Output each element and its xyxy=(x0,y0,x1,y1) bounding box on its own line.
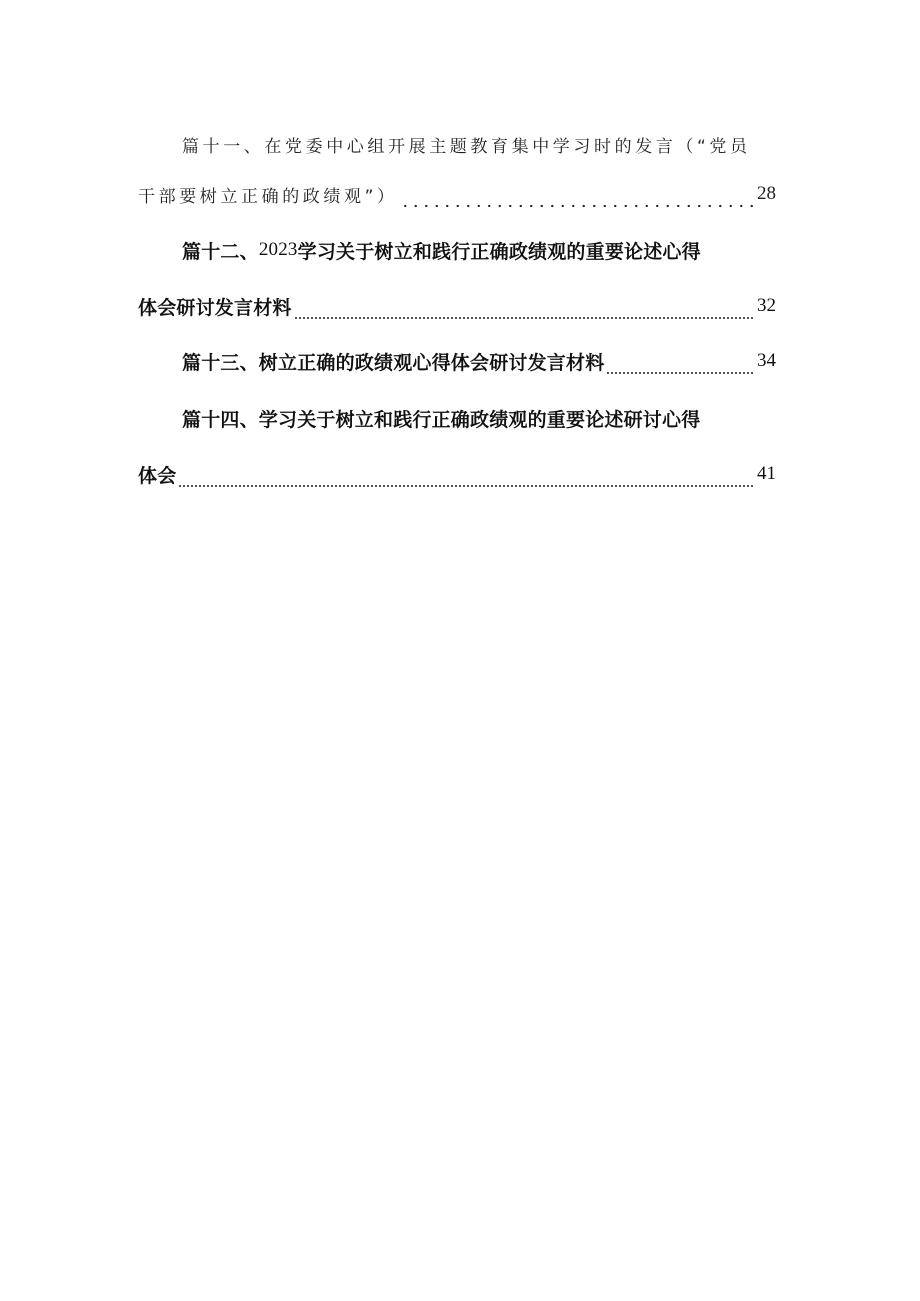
toc-entry-14-title-part-2: 体会 xyxy=(138,464,177,487)
toc-entry-12-title-part-2: 体会研讨发言材料 xyxy=(138,296,292,319)
toc-entry-12-line-2[interactable] xyxy=(138,288,776,324)
toc-entry-12-title-part-1: 学习关于树立和践行正确政绩观的重要论述心得 xyxy=(297,240,701,263)
toc-entry-11-title-part-2: 干部要树立正确的政绩观”） xyxy=(138,186,398,207)
toc-entry-14-line-1[interactable] xyxy=(182,400,776,436)
toc-entry-12-line-1[interactable] xyxy=(182,232,776,268)
toc-entry-14-title-part-1: 篇十四、学习关于树立和践行正确政绩观的重要论述研讨心得 xyxy=(182,408,701,431)
toc-leader-dots xyxy=(400,176,755,212)
toc-entry-12-year: 2023 xyxy=(258,239,298,260)
toc-leader-dots xyxy=(294,288,755,324)
toc-entry-13-line-1[interactable] xyxy=(182,343,776,379)
toc-leader-dots xyxy=(606,343,755,379)
toc-entry-14-line-2[interactable] xyxy=(138,456,776,492)
toc-entry-13-page-number: 34 xyxy=(757,350,776,371)
toc-entry-13-title: 篇十三、树立正确的政绩观心得体会研讨发言材料 xyxy=(182,351,605,374)
toc-entry-11-title-part-1: 篇十一、在党委中心组开展主题教育集中学习时的发言（“党员 xyxy=(182,136,751,157)
toc-entry-14-page-number: 41 xyxy=(757,463,776,484)
toc-entry-12-prefix: 篇十二、 xyxy=(182,240,259,263)
toc-entry-11-line-2[interactable] xyxy=(138,176,776,212)
toc-entry-11-line-1[interactable] xyxy=(182,126,776,162)
toc-entry-11-page-number: 28 xyxy=(757,183,776,204)
toc-entry-12-page-number: 32 xyxy=(757,295,776,316)
toc-leader-dots xyxy=(178,456,755,492)
